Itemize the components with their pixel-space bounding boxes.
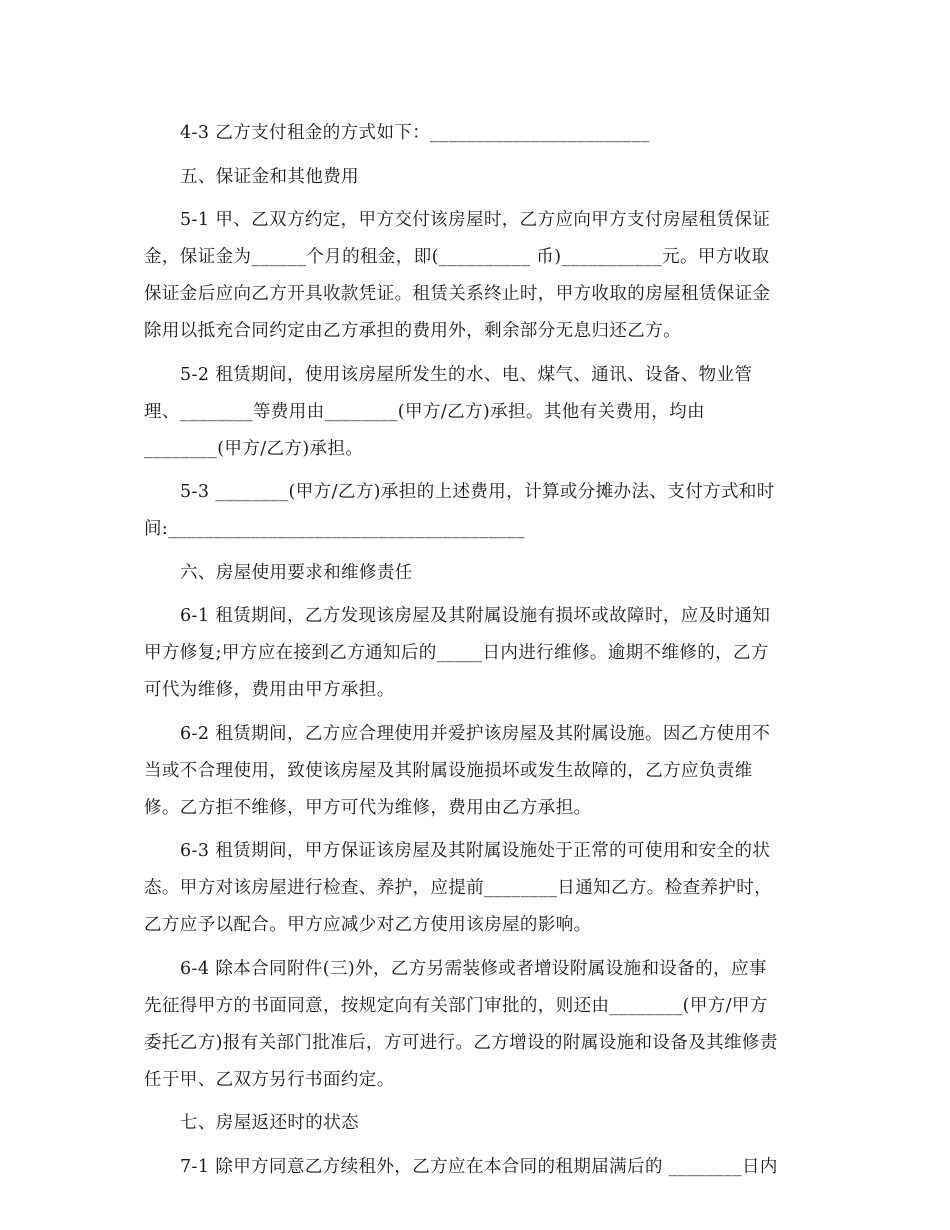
text-line: 7-1 除甲方同意乙方续租外，乙方应在本合同的租期届满后的 ________日内 <box>180 1156 778 1177</box>
text-line: 4-3 乙方支付租金的方式如下：________________________ <box>180 123 650 143</box>
section-heading <box>144 555 812 592</box>
text-line: 间:_______________________________________ <box>144 519 526 539</box>
section-heading <box>144 159 812 196</box>
clause-paragraph <box>144 833 812 944</box>
contract-text-body <box>144 115 812 1192</box>
text-line: 任于甲、乙双方另行书面约定。 <box>144 1069 395 1090</box>
text-line: 保证金后应向乙方开具收款凭证。租赁关系终止时，甲方收取的房屋租赁保证金 <box>144 284 771 304</box>
text-line: 6-3 租赁期间，甲方保证该房屋及其附属设施处于正常的可使用和安全的状 <box>180 841 771 861</box>
clause-paragraph <box>144 951 812 1099</box>
clause-paragraph <box>144 115 812 152</box>
text-line: 七、房屋返还时的状态 <box>180 1113 359 1133</box>
clause-paragraph <box>144 202 812 350</box>
clause-paragraph <box>144 1149 812 1186</box>
clause-paragraph <box>144 716 812 827</box>
text-line: 除用以抵充合同约定由乙方承担的费用外，剩余部分无息归还乙方。 <box>144 321 681 341</box>
text-line: 修。乙方拒不维修，甲方可代为维修，费用由乙方承担。 <box>144 797 592 818</box>
text-line: 5-1 甲、乙双方约定，甲方交付该房屋时，乙方应向甲方支付房屋租赁保证 <box>180 210 771 230</box>
clause-paragraph <box>144 357 812 468</box>
section-heading <box>144 1105 812 1142</box>
text-line: 5-2 租赁期间，使用该房屋所发生的水、电、煤气、通讯、设备、物业管 <box>180 364 753 385</box>
text-line: 乙方应予以配合。甲方应减少对乙方使用该房屋的影响。 <box>144 915 592 935</box>
text-line: 6-4 除本合同附件(三)外，乙方另需装修或者增设附属设施和设备的，应事 <box>180 958 767 979</box>
text-line: 先征得甲方的书面同意，按规定向有关部门审批的，则还由________(甲方/甲方 <box>144 995 768 1016</box>
text-line: 甲方修复;甲方应在接到乙方通知后的_____日内进行维修。逾期不维修的，乙方 <box>144 643 769 663</box>
text-line: 当或不合理使用，致使该房屋及其附属设施损坏或发生故障的，乙方应负责维 <box>144 760 753 781</box>
text-line: 六、房屋使用要求和维修责任 <box>180 562 413 583</box>
text-line: 态。甲方对该房屋进行检查、养护，应提前________日通知乙方。检查养护时， <box>144 878 773 898</box>
text-line: 6-2 租赁期间，乙方应合理使用并爱护该房屋及其附属设施。因乙方使用不 <box>180 723 771 744</box>
clause-paragraph <box>144 474 812 548</box>
text-line: ________(甲方/乙方)承担。 <box>144 438 364 459</box>
text-line: 五、保证金和其他费用 <box>180 166 359 187</box>
text-line: 理、________等费用由________(甲方/乙方)承担。其他有关费用，均由 <box>144 401 705 422</box>
text-line: 委托乙方)报有关部门批准后，方可进行。乙方增设的附属设施和设备及其维修责 <box>144 1032 778 1053</box>
text-line: 6-1 租赁期间，乙方发现该房屋及其附属设施有损坏或故障时，应及时通知 <box>180 606 771 626</box>
clause-paragraph <box>144 598 812 709</box>
text-line: 金，保证金为______个月的租金，即(__________ 币)___________元。甲方收取 <box>144 247 770 267</box>
text-line: 可代为维修，费用由甲方承担。 <box>144 680 395 700</box>
text-line: 5-3 ________(甲方/乙方)承担的上述费用，计算或分摊办法、支付方式和时 <box>180 482 775 502</box>
